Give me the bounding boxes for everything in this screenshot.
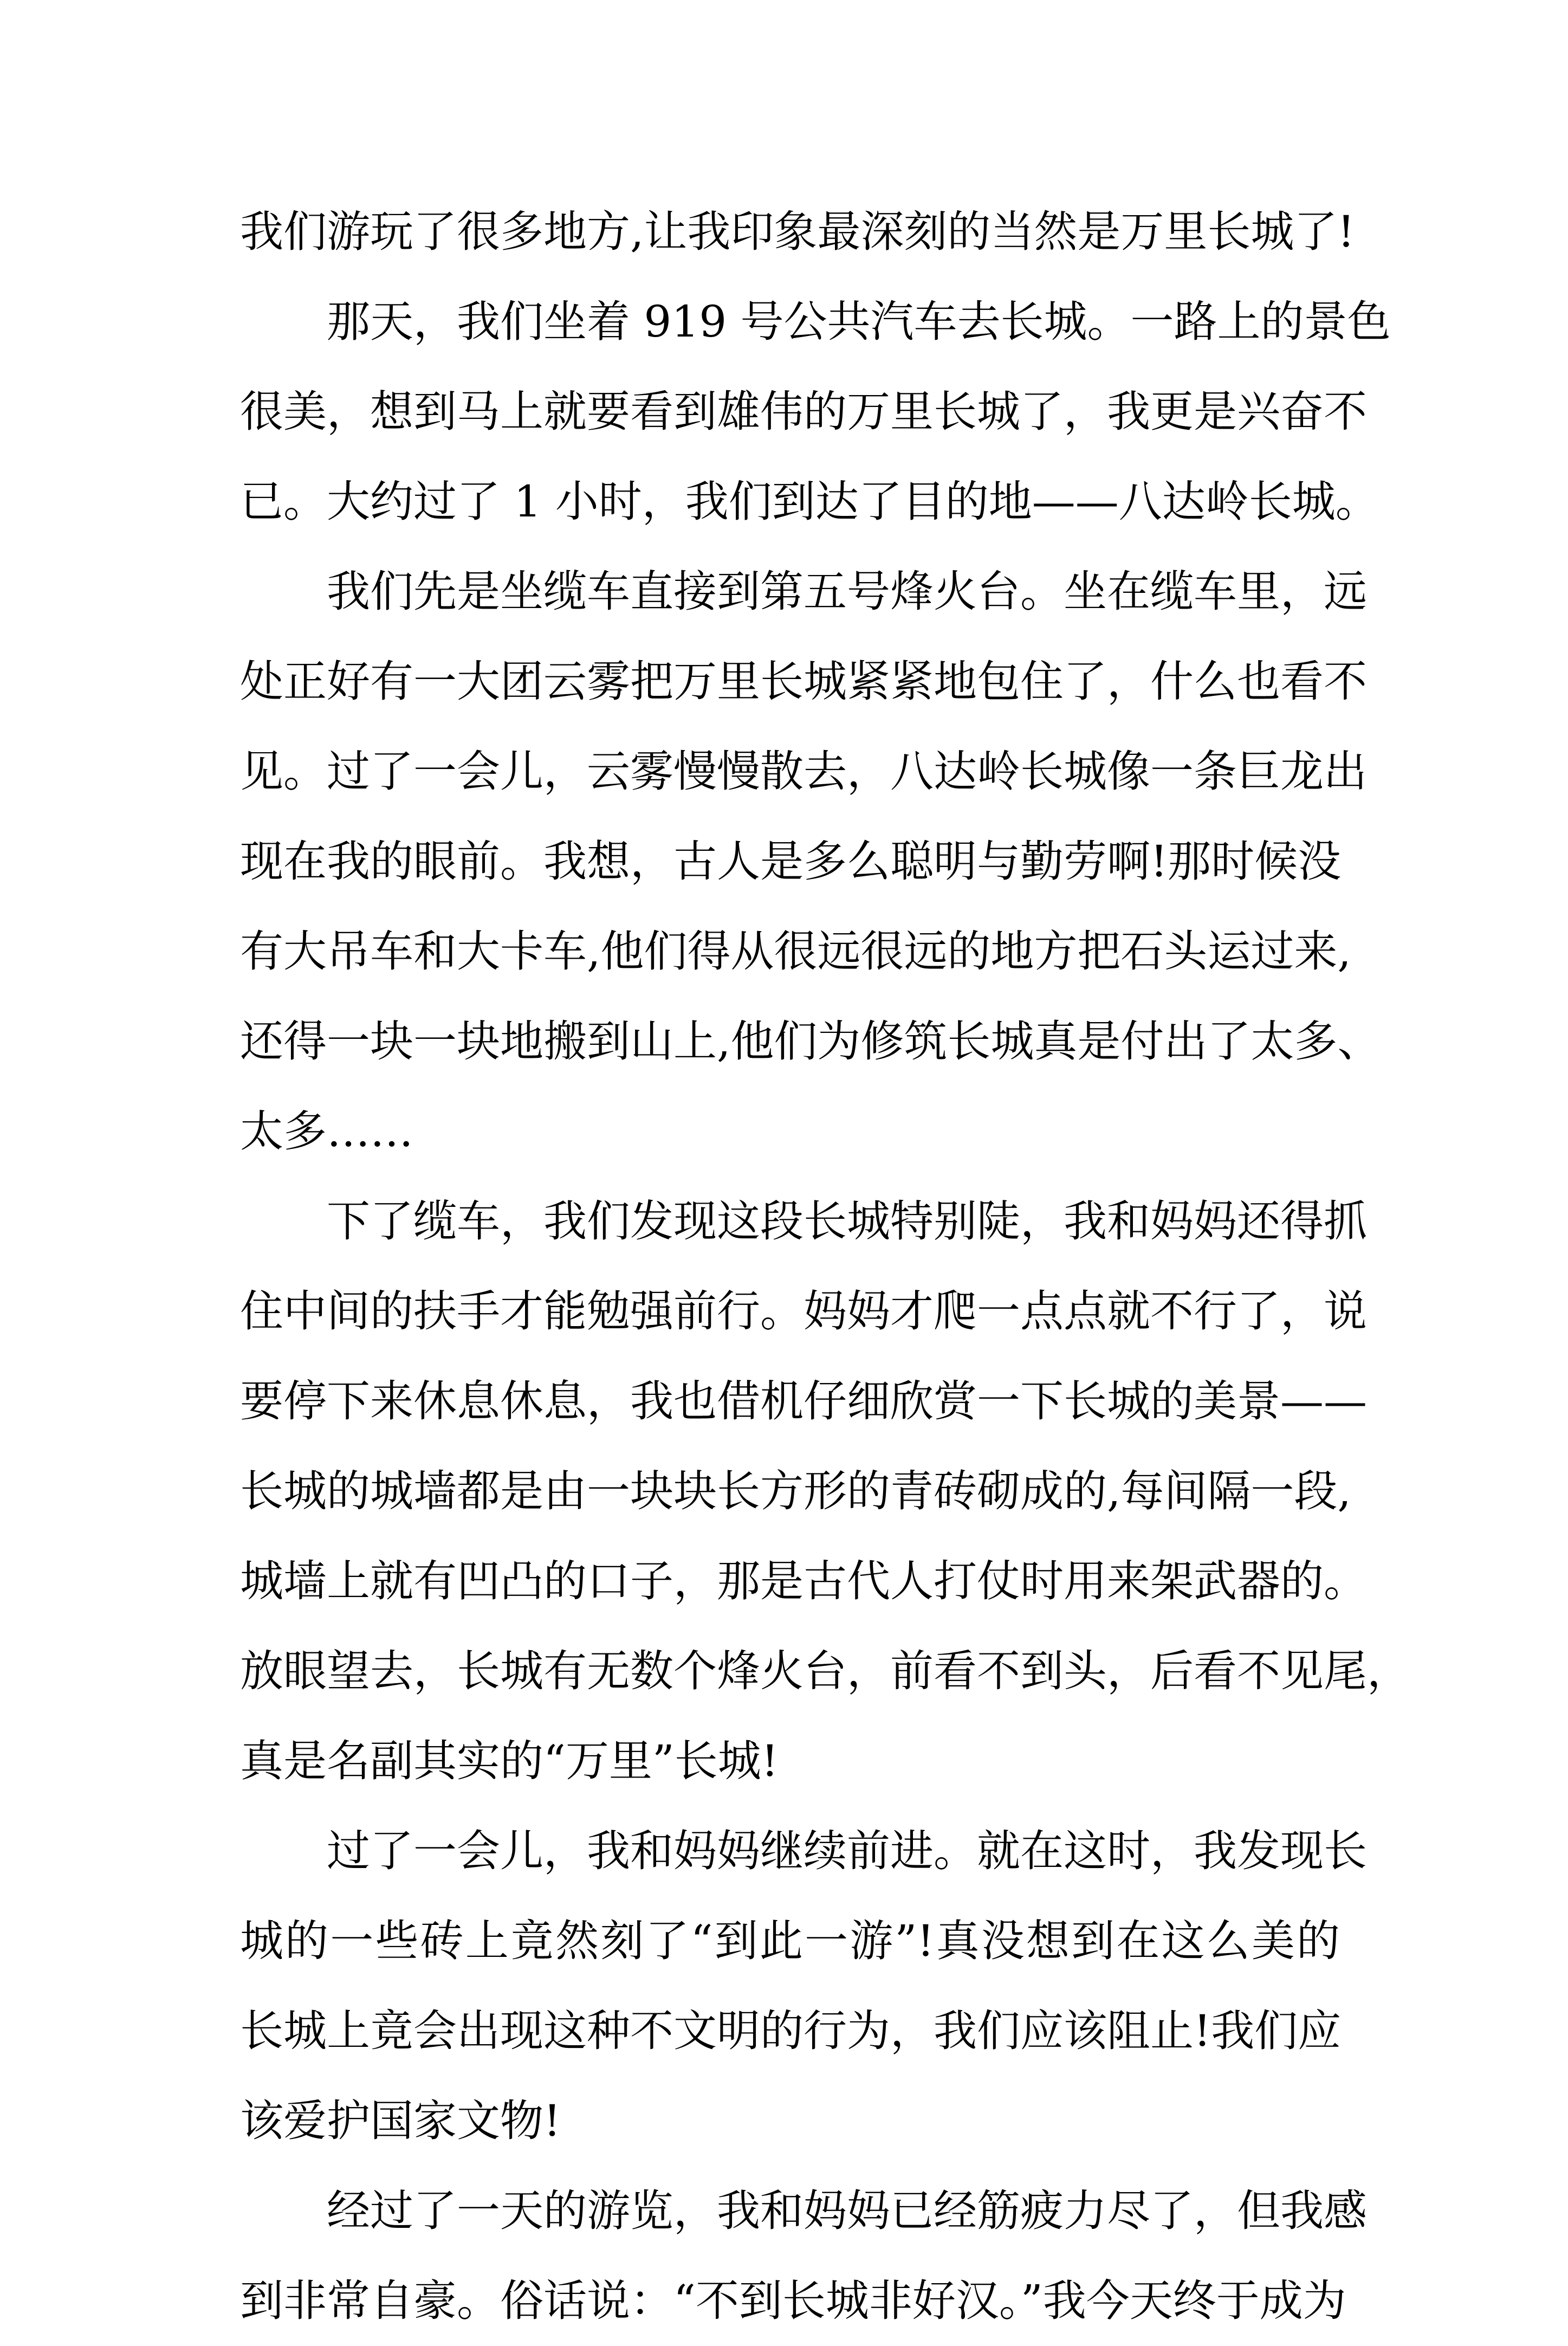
text-line: 我们先是坐缆车直接到第五号烽火台。坐在缆车里，远	[327, 566, 1367, 617]
text-line: 还得一块一块地搬到山上,他们为修筑长城真是付出了太多、	[240, 1016, 1381, 1067]
text-line: 处正好有一大团云雾把万里长城紧紧地包住了，什么也看不	[240, 656, 1367, 707]
text-line: 太多……	[240, 1106, 413, 1156]
paragraph	[240, 1806, 1367, 2166]
text-line: 放眼望去，长城有无数个烽火台，前看不到头，后看不见尾，	[240, 1646, 1410, 1696]
paragraph	[240, 2166, 1367, 2346]
text-line: 要停下来休息休息，我也借机仔细欣赏一下长城的美景——	[240, 1376, 1367, 1426]
text-line: 经过了一天的游览，我和妈妈已经筋疲力尽了，但我感	[327, 2186, 1367, 2236]
text-line: 真是名副其实的“万里”长城!	[240, 1736, 779, 1786]
paragraph	[240, 547, 1381, 1177]
paragraph	[240, 1177, 1410, 1806]
document-body	[240, 187, 1410, 2346]
text-line: 现在我的眼前。我想，古人是多么聪明与勤劳啊!那时候没	[240, 836, 1342, 887]
text-line: 见。过了一会儿，云雾慢慢散去，八达岭长城像一条巨龙出	[240, 746, 1367, 797]
text-line: 过了一会儿，我和妈妈继续前进。就在这时，我发现长	[327, 1826, 1367, 1876]
text-line: 城的一些砖上竟然刻了“到此一游”!真没想到在这么美的	[240, 1916, 1340, 1966]
text-line: 长城的城墙都是由一块块长方形的青砖砌成的,每间隔一段,	[240, 1466, 1351, 1516]
text-line: 到非常自豪。俗话说：“不到长城非好汉。”我今天终于成为	[240, 2276, 1346, 2326]
text-line: 很美，想到马上就要看到雄伟的万里长城了，我更是兴奋不	[240, 386, 1367, 437]
paragraph	[240, 277, 1391, 547]
text-line: 有大吊车和大卡车,他们得从很远很远的地方把石头运过来,	[240, 926, 1351, 977]
text-line: 城墙上就有凹凸的口子，那是古代人打仗时用来架武器的。	[240, 1556, 1367, 1606]
text-line: 我们游玩了很多地方,让我印象最深刻的当然是万里长城了!	[240, 206, 1355, 257]
text-line: 那天，我们坐着 919 号公共汽车去长城。一路上的景色	[327, 296, 1391, 347]
text-line: 该爱护国家文物!	[240, 2096, 561, 2146]
text-line: 已。大约过了 1 小时，我们到达了目的地——八达岭长城。	[240, 476, 1379, 527]
text-line: 下了缆车，我们发现这段长城特别陡，我和妈妈还得抓	[327, 1196, 1367, 1246]
text-line: 长城上竟会出现这种不文明的行为，我们应该阻止!我们应	[240, 2006, 1342, 2056]
paragraph	[240, 187, 1355, 277]
text-line: 住中间的扶手才能勉强前行。妈妈才爬一点点就不行了，说	[240, 1286, 1367, 1336]
